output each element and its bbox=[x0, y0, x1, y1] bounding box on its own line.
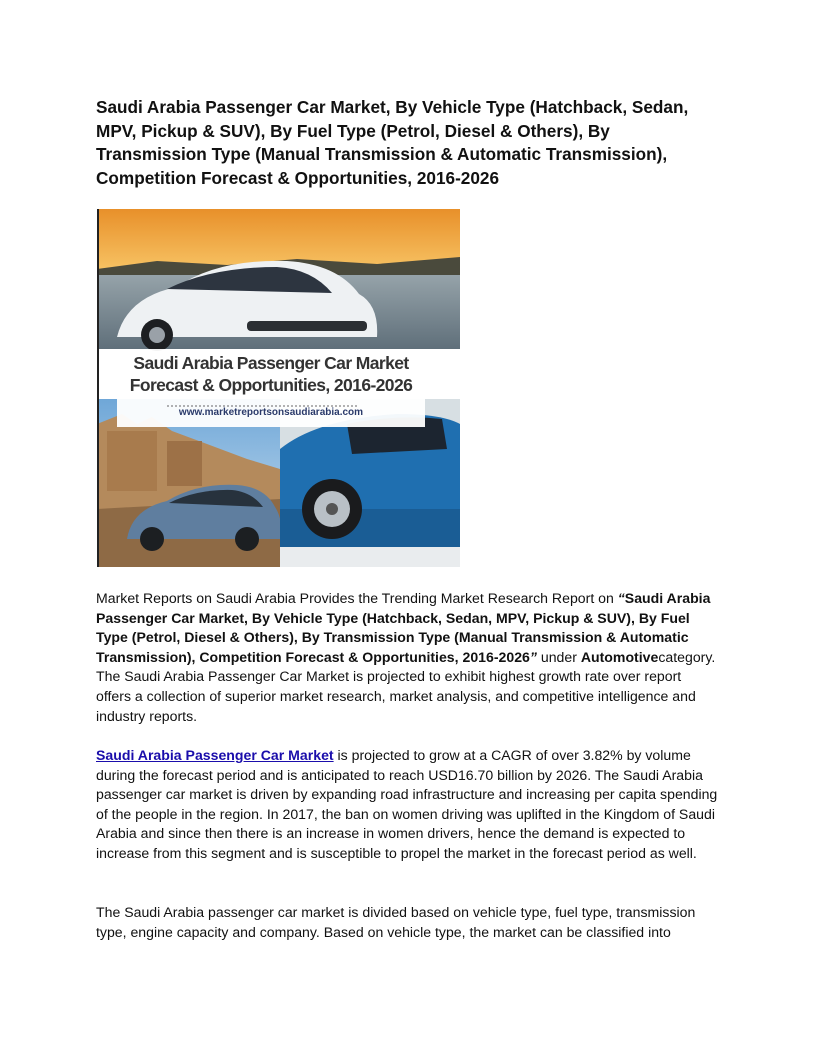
intro-rest: category. The Saudi Arabia Passenger Car Market is projected to exhibit highest growth rate over report offers a collection of superior market research, market analysis, and competitive intelligence and industry reports. bbox=[96, 648, 716, 724]
close-quote: ” bbox=[529, 648, 537, 665]
cover-left-edge bbox=[97, 209, 99, 567]
category-name: Automotive bbox=[580, 648, 659, 665]
under-text: under bbox=[536, 648, 581, 665]
cover-heading-line1: Saudi Arabia Passenger Car Market bbox=[133, 353, 409, 373]
intro-text: Market Reports on Saudi Arabia Provides the Trending Market Research Report on bbox=[96, 590, 618, 606]
segmentation-paragraph: The Saudi Arabia passenger car market is divided based on vehicle type, fuel type, transmission type, engine capacity and company. Based on vehicle type, the market can be classified into bbox=[96, 904, 696, 940]
intro-paragraph bbox=[96, 589, 718, 726]
report-cover-image bbox=[97, 209, 460, 567]
market-growth-paragraph bbox=[96, 746, 718, 864]
open-quote: “ bbox=[617, 590, 625, 606]
cover-website: www.marketreportsonsaudiarabia.com bbox=[178, 407, 364, 418]
growth-text: is projected to grow at a CAGR of over 3.82% by volume during the forecast period and is anticipated to reach USD16.70 billion by 2026. The Saudi Arabia passenger car market is driven by expanding road infrastructure and increasing per capita spending of the people in the region. In 2017, the ban on women driving was uplifted in the Kingdom of Saudi Arabia and since then there is an increase in women drivers, hence the demand is expected to increase from this segment and is susceptible to propel the market in the forecast period as well. bbox=[96, 747, 718, 861]
cover-heading-line2: Forecast & Opportunities, 2016-2026 bbox=[129, 375, 413, 395]
market-report-link[interactable]: Saudi Arabia Passenger Car Market bbox=[96, 747, 334, 763]
document-title: Saudi Arabia Passenger Car Market, By Vehicle Type (Hatchback, Sedan, MPV, Pickup & SUV), By Fuel Type (Petrol, Diesel & Others), By Transmission Type (Manual Transmission & Automatic Transmission), Competition Forecast & Opportunities, 2016-2026 bbox=[96, 97, 689, 188]
report-title-inline: Saudi Arabia Passenger Car Market, By Vehicle Type (Hatchback, Sedan, MPV, Pickup & SUV), By Fuel Type (Petrol, Diesel & Others), By Transmission Type (Manual Transmission & Automatic Transmission), Competition Forecast & Opportunities, 2016-2026 bbox=[96, 590, 711, 665]
